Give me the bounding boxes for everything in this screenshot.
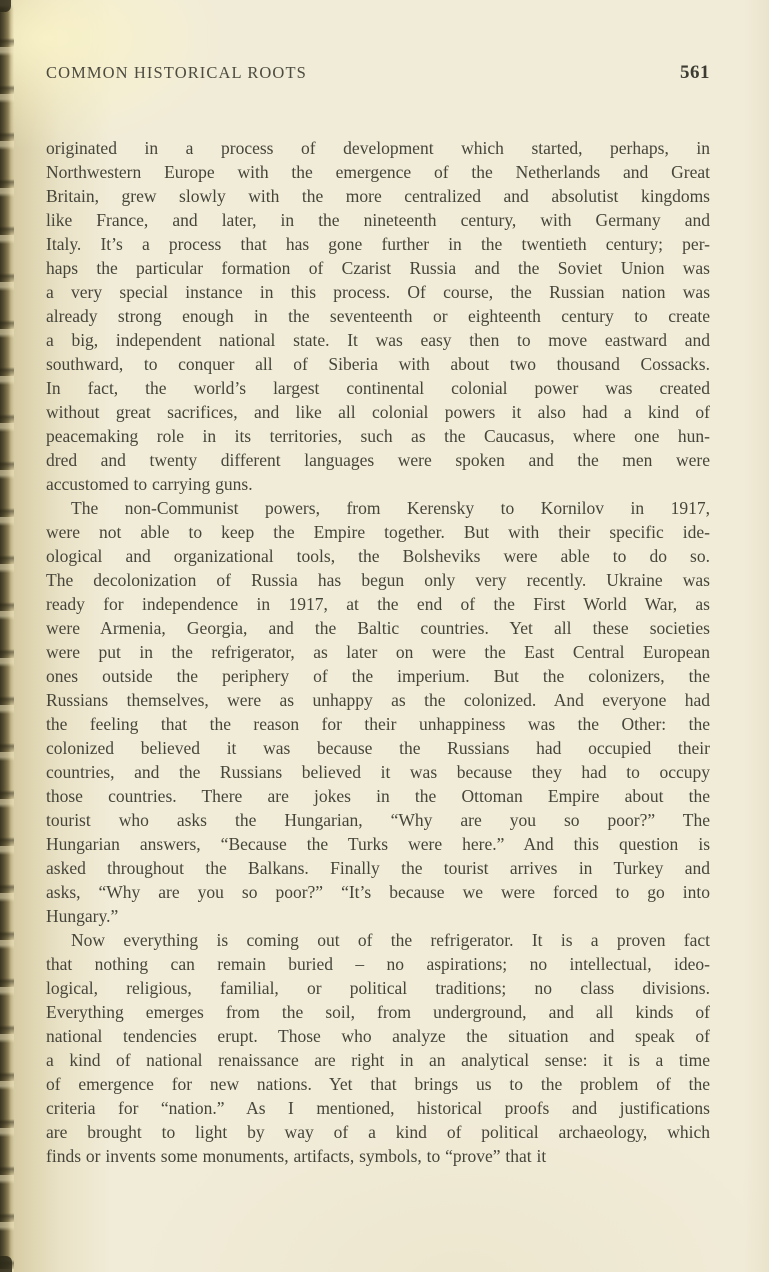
- text-line: peacemaking role in its territories, such as the Caucasus, where one hun-: [46, 426, 710, 446]
- text-line: like France, and later, in the nineteenth century, with Germany and: [46, 210, 710, 230]
- scan-corner-shadow-bottom: [0, 1256, 12, 1272]
- text-line: countries, and the Russians believed it was because they had to occupy: [46, 762, 710, 782]
- text-line: of emergence for new nations. Yet that brings us to the problem of the: [46, 1074, 710, 1094]
- text-line: asked throughout the Balkans. Finally the tourist arrives in Turkey and: [46, 858, 710, 878]
- text-line: The non-Communist powers, from Kerensky to Kornilov in 1917,: [71, 498, 710, 518]
- text-line: ological and organizational tools, the Bolsheviks were able to do so.: [46, 546, 710, 566]
- text-line: accustomed to carrying guns.: [46, 474, 253, 494]
- text-line: asks, “Why are you so poor?” “It’s because we were forced to go into: [46, 882, 710, 902]
- text-line: finds or invents some monuments, artifacts, symbols, to “prove” that it: [46, 1146, 547, 1166]
- text-line: a big, independent national state. It was easy then to move eastward and: [46, 330, 710, 350]
- text-line: national tendencies erupt. Those who analyze the situation and speak of: [46, 1026, 710, 1046]
- paragraph: [46, 496, 710, 928]
- text-line: Northwestern Europe with the emergence of the Netherlands and Great: [46, 162, 710, 182]
- page-binding-edge: [0, 0, 14, 1272]
- text-line: logical, religious, familial, or political traditions; no class divisions.: [46, 978, 710, 998]
- text-line: criteria for “nation.” As I mentioned, historical proofs and justifications: [46, 1098, 710, 1118]
- page-number: 561: [680, 62, 710, 83]
- paragraph: [46, 136, 710, 496]
- text-line: Italy. It’s a process that has gone further in the twentieth century; per-: [46, 234, 710, 254]
- page-content: [46, 62, 710, 1168]
- text-line: southward, to conquer all of Siberia with about two thousand Cossacks.: [46, 354, 710, 374]
- text-line: a kind of national renaissance are right in an analytical sense: it is a time: [46, 1050, 710, 1070]
- text-line: Russians themselves, were as unhappy as the colonized. And everyone had: [46, 690, 710, 710]
- text-line: Hungary.”: [46, 906, 119, 926]
- text-line: dred and twenty different languages were spoken and the men were: [46, 450, 710, 470]
- running-title: COMMON HISTORICAL ROOTS: [46, 63, 307, 82]
- text-line: those countries. There are jokes in the Ottoman Empire about the: [46, 786, 710, 806]
- text-line: were put in the refrigerator, as later on were the East Central European: [46, 642, 710, 662]
- text-line: that nothing can remain buried – no aspirations; no intellectual, ideo-: [46, 954, 710, 974]
- text-line: already strong enough in the seventeenth or eighteenth century to create: [46, 306, 710, 326]
- text-line: Everything emerges from the soil, from underground, and all kinds of: [46, 1002, 710, 1022]
- text-line: colonized believed it was because the Russians had occupied their: [46, 738, 710, 758]
- text-line: In fact, the world’s largest continental colonial power was created: [46, 378, 710, 398]
- text-line: ready for independence in 1917, at the end of the First World War, as: [46, 594, 710, 614]
- text-line: haps the particular formation of Czarist Russia and the Soviet Union was: [46, 258, 710, 278]
- text-line: originated in a process of development which started, perhaps, in: [46, 138, 710, 158]
- text-line: a very special instance in this process. Of course, the Russian nation was: [46, 282, 710, 302]
- text-line: ones outside the periphery of the imperium. But the colonizers, the: [46, 666, 710, 686]
- text-line: without great sacrifices, and like all colonial powers it also had a kind of: [46, 402, 710, 422]
- text-line: The decolonization of Russia has begun only very recently. Ukraine was: [46, 570, 710, 590]
- text-line: were not able to keep the Empire together. But with their specific ide-: [46, 522, 710, 542]
- text-line: tourist who asks the Hungarian, “Why are you so poor?” The: [46, 810, 710, 830]
- text-line: Britain, grew slowly with the more centralized and absolutist kingdoms: [46, 186, 710, 206]
- text-line: Now everything is coming out of the refrigerator. It is a proven fact: [71, 930, 710, 950]
- paragraph: [46, 928, 710, 1168]
- running-head: [46, 62, 710, 86]
- text-line: were Armenia, Georgia, and the Baltic countries. Yet all these societies: [46, 618, 710, 638]
- text-line: the feeling that the reason for their unhappiness was the Other: the: [46, 714, 710, 734]
- text-block: [46, 136, 710, 1168]
- text-line: Hungarian answers, “Because the Turks were here.” And this question is: [46, 834, 710, 854]
- text-line: are brought to light by way of a kind of political archaeology, which: [46, 1122, 710, 1142]
